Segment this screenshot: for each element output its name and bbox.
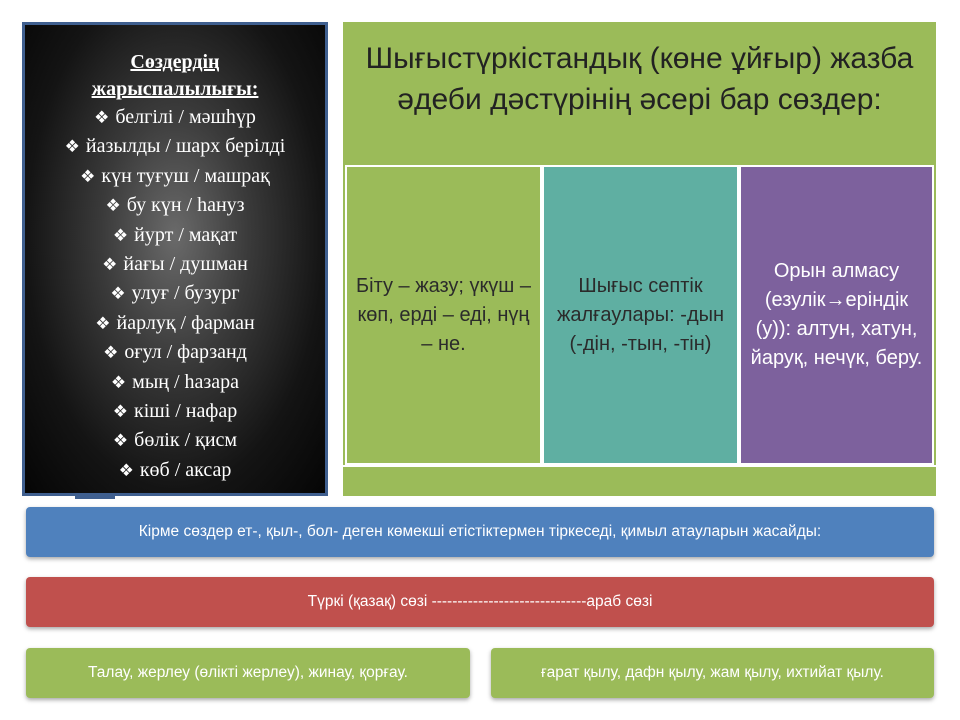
list-item — [25, 426, 325, 455]
diamond-bullet-icon: ❖ — [102, 255, 118, 275]
list-item — [25, 103, 325, 132]
diamond-bullet-icon: ❖ — [112, 225, 129, 245]
list-item — [25, 132, 325, 161]
list-item-text: йурт / мақат — [134, 223, 238, 246]
feature-cell-case-endings — [542, 165, 739, 465]
list-item — [25, 221, 325, 250]
feature-cell-text: Біту – жазу; үкүш – көп, ерді – еді, нүң – не. — [356, 274, 531, 355]
feature-cells — [345, 165, 934, 465]
turkic-arabic-bar — [26, 577, 934, 627]
list-item-text: күн туғуш / машрақ — [101, 164, 270, 187]
bar-text: Кірме сөздер ет-, қыл-, бол- деген көмекші етістіктермен тіркеседі, қимыл атауларын жасайды: — [138, 523, 822, 540]
bar-text: Түркі (қазақ) сөзі ------------------------------араб сөзі — [307, 593, 653, 610]
list-item-text: йағы / душман — [123, 253, 248, 276]
east-turkestan-block — [343, 22, 936, 496]
panel-heading-line2: жарыспалылығы: — [91, 78, 259, 100]
list-item — [25, 368, 325, 397]
diamond-bullet-icon: ❖ — [118, 460, 134, 480]
list-item-text: йазылды / шарх берілді — [85, 135, 286, 158]
turkic-examples-bar — [26, 648, 470, 698]
diamond-bullet-icon: ❖ — [112, 402, 129, 422]
list-item-text: улуғ / бузург — [131, 282, 240, 305]
list-item-text: бөлік / қисм — [134, 429, 238, 452]
panel-notch — [75, 493, 115, 499]
panel-heading — [25, 49, 325, 103]
diamond-bullet-icon: ❖ — [110, 284, 126, 304]
panel-heading-line1: Сөздердің — [130, 51, 220, 73]
list-item-text: мың / һазара — [132, 370, 240, 393]
diamond-bullet-icon: ❖ — [94, 108, 110, 127]
diamond-bullet-icon: ❖ — [64, 137, 80, 157]
list-item — [25, 191, 325, 220]
list-item — [25, 250, 325, 279]
list-item — [25, 309, 325, 338]
list-item — [25, 162, 325, 191]
diamond-bullet-icon: ❖ — [95, 313, 111, 333]
diamond-bullet-icon: ❖ — [103, 343, 119, 363]
list-item-text: йарлуқ / фарман — [116, 311, 255, 334]
arabic-examples-bar — [491, 648, 934, 698]
loanword-verbs-bar — [26, 507, 934, 557]
feature-cell-vowel-shift — [739, 165, 934, 465]
divider — [343, 465, 936, 467]
list-item — [25, 397, 325, 426]
list-item-text: белгілі / мәшһүр — [115, 106, 256, 128]
block-title: Шығыстүркістандық (көне ұйғыр) жазба әдеби дәстүрінің әсері бар сөздер: — [365, 42, 914, 116]
list-item — [25, 338, 325, 367]
list-item-text: кіші / нафар — [134, 400, 238, 423]
word-pairs-list — [25, 103, 325, 485]
diamond-bullet-icon: ❖ — [110, 372, 127, 392]
diamond-bullet-icon: ❖ — [80, 166, 96, 186]
diamond-bullet-icon: ❖ — [105, 196, 121, 216]
feature-cell-text: Орын алмасу (езулік→еріндік (у)): алтун, хатун, йаруқ, нечүк, беру. — [750, 260, 923, 369]
word-parallels-panel — [22, 22, 328, 496]
bar-text: Талау, жерлеу (өлікті жерлеу), жинау, қорғау. — [88, 664, 408, 681]
list-item — [25, 279, 325, 308]
list-item-text: көб / аксар — [139, 458, 232, 481]
list-item-text: бу күн / һануз — [126, 194, 245, 217]
list-item-text: оғул / фарзанд — [124, 341, 247, 364]
feature-cell-text: Шығыс септік жалғаулары: -дын (-дін, -тын, -тін) — [556, 274, 725, 355]
list-item — [25, 456, 325, 485]
bar-text: ғарат қылу, дафн қылу, жам қылу, ихтийат қылу. — [541, 664, 884, 681]
diamond-bullet-icon: ❖ — [112, 431, 129, 451]
feature-cell-words — [345, 165, 542, 465]
